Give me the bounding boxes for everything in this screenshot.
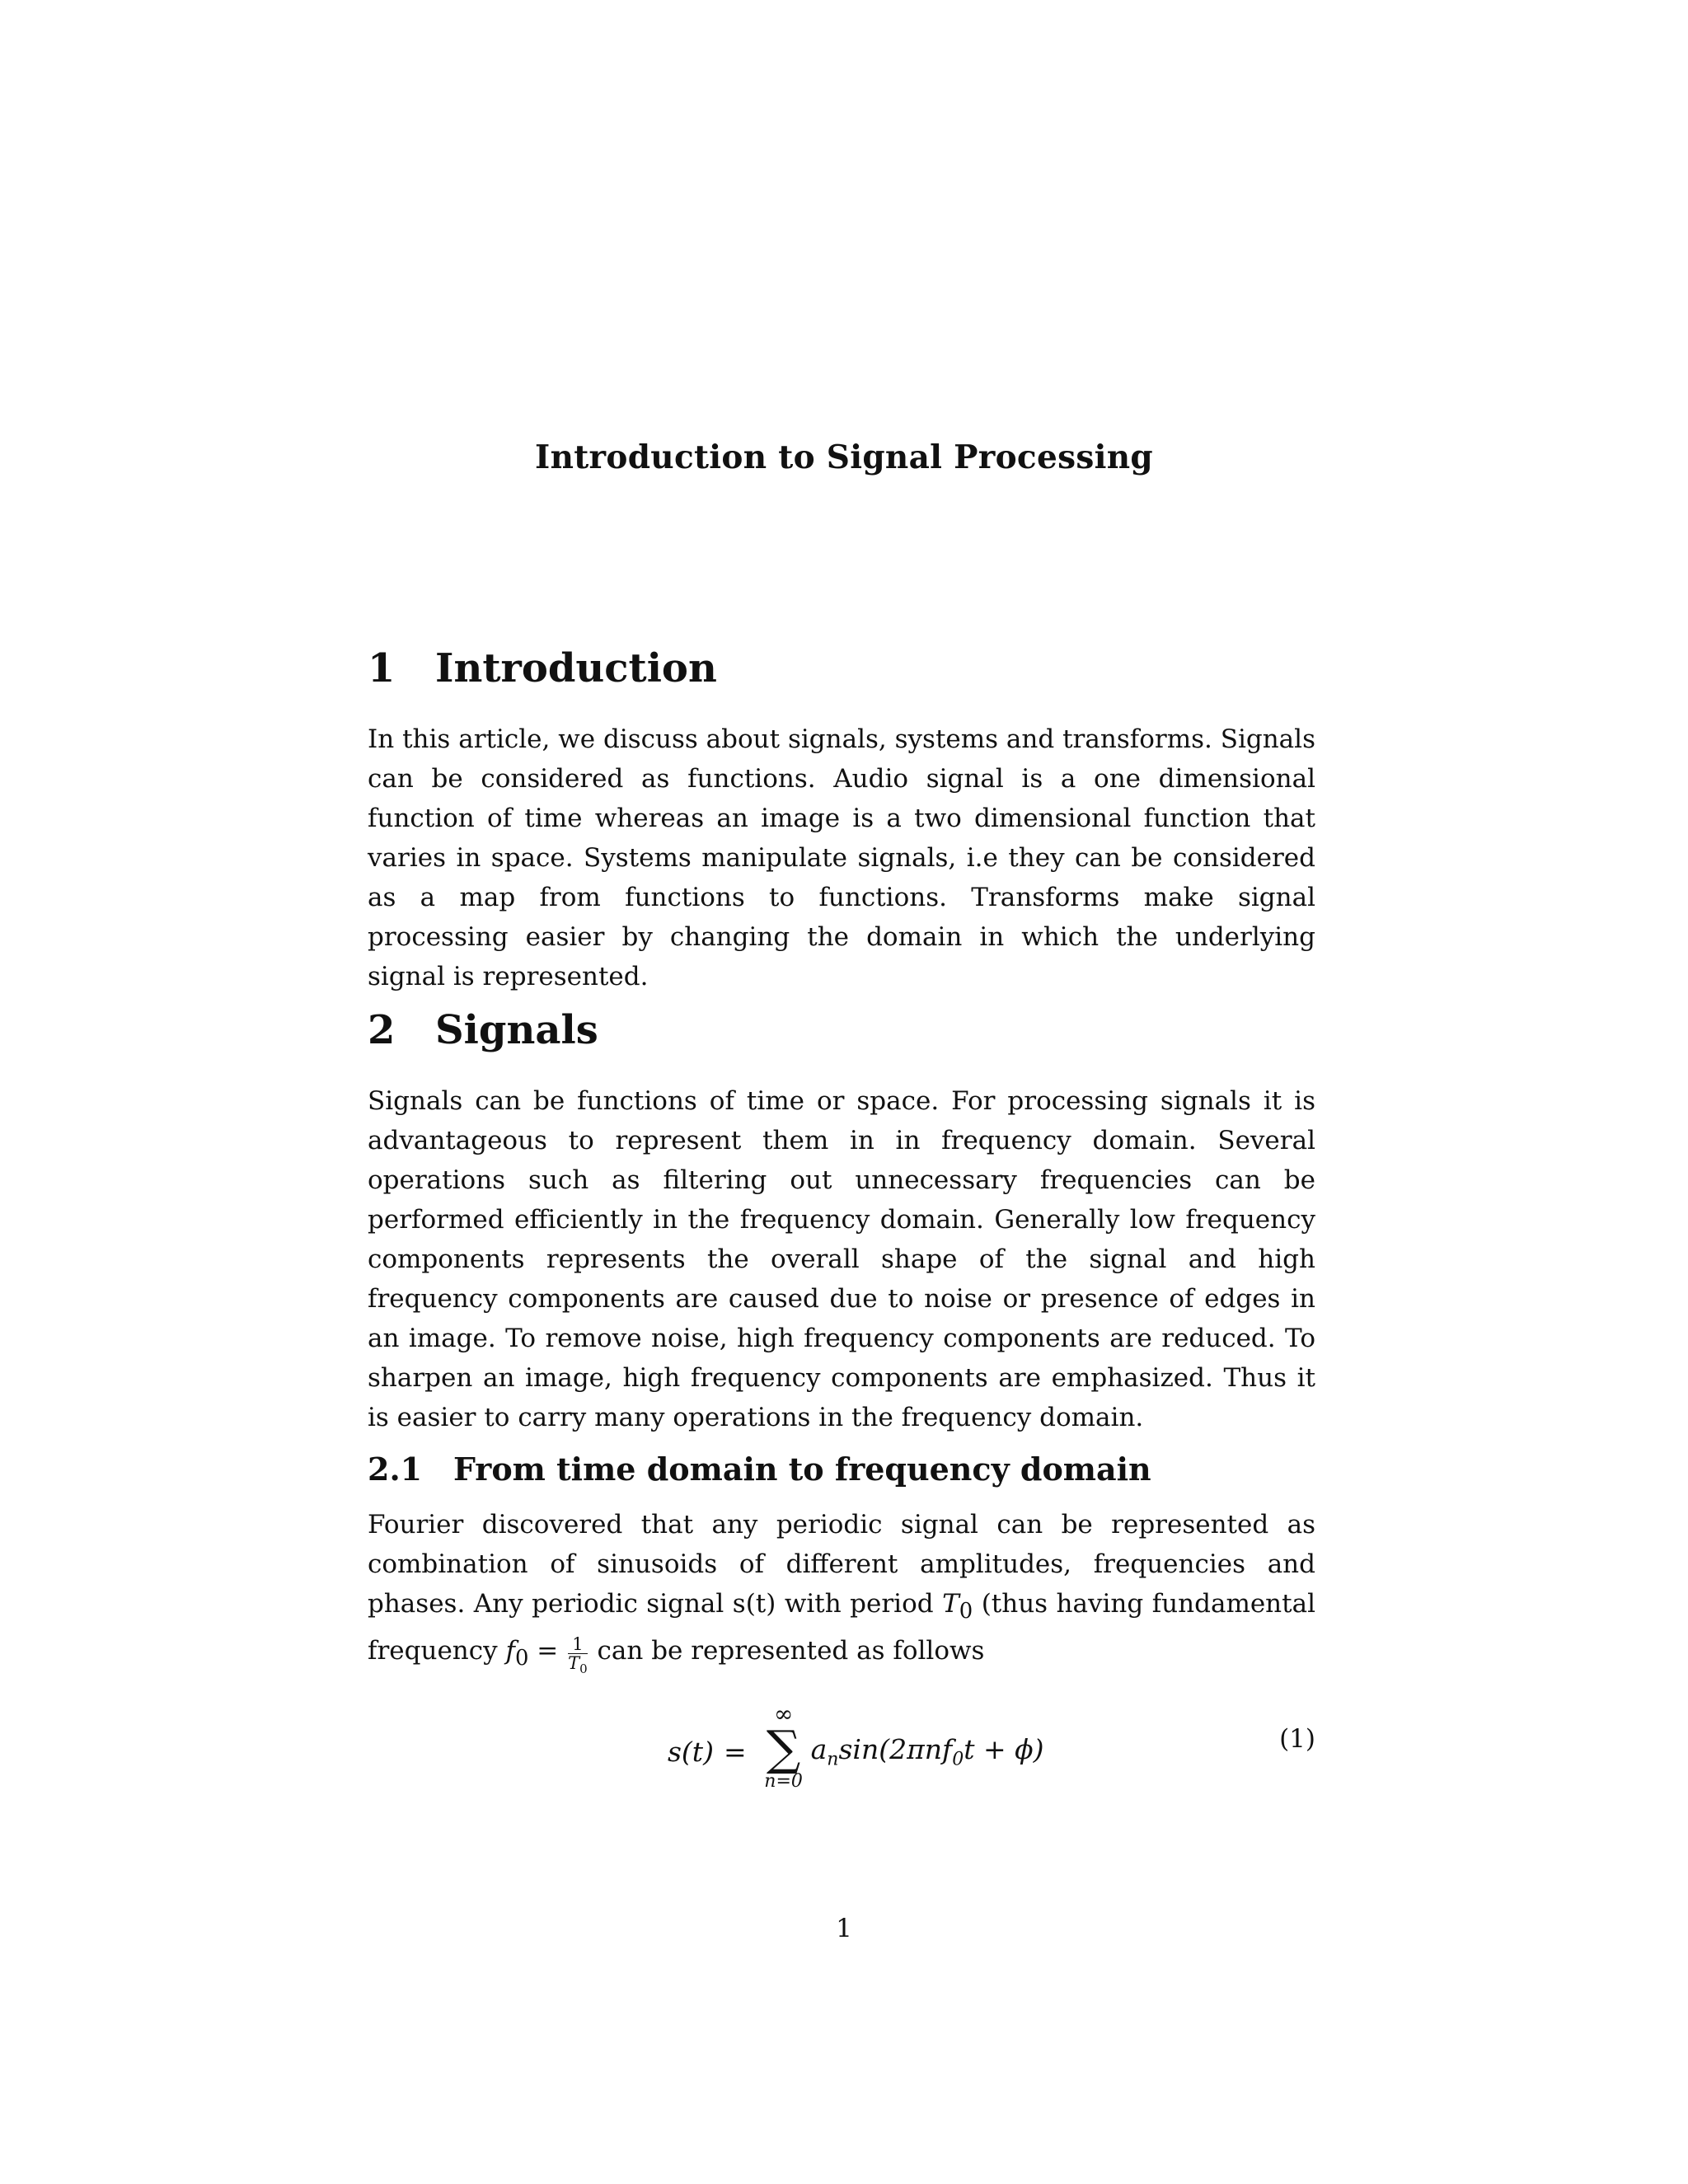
section-heading-signals — [368, 1007, 598, 1053]
section-title: Signals — [435, 1007, 598, 1053]
fraction-numerator: 1 — [568, 1635, 588, 1654]
section-title: Introduction — [435, 645, 717, 691]
summation-lower-limit: n=0 — [764, 1771, 803, 1792]
period-symbol: T — [942, 1589, 959, 1619]
page-title: Introduction to Signal Processing — [535, 438, 1153, 476]
page-number: 1 — [836, 1914, 852, 1943]
equation-equals: = — [723, 1735, 747, 1768]
fourier-text-part2: (thus having fundamental frequency — [368, 1589, 1316, 1666]
sine-term-subscript: 0 — [952, 1749, 964, 1770]
equation-number: (1) — [1279, 1724, 1315, 1754]
frequency-subscript: 0 — [514, 1646, 529, 1671]
subsection-title: From time domain to frequency domain — [453, 1451, 1151, 1488]
sine-term-part1: sin(2πnf — [838, 1732, 953, 1765]
introduction-paragraph: In this article, we discuss about signals, systems and transforms. Signals can be considered as functions. Audio signal is a one dimensional function of time whereas an image is a two dimensional function that varies in space. Systems manipulate signals, i.e they can be considered as a map from functions to functions. Transforms make signal processing easier by changing the domain in which the underlying signal is represented. — [368, 724, 1315, 991]
fourier-text-part1: Fourier discovered that any periodic signal can be represented as combination of sinusoids of different amplitudes, frequencies and phases. Any periodic signal s(t) with period — [368, 1510, 1315, 1619]
section-heading-introduction — [368, 645, 717, 691]
fraction-denominator-symbol: T — [568, 1653, 580, 1674]
coefficient: a — [810, 1732, 828, 1765]
fraction-denominator-subscript: 0 — [579, 1661, 588, 1677]
subsection-heading-time-to-frequency — [368, 1451, 1151, 1488]
coefficient-subscript: n — [827, 1749, 839, 1770]
fourier-text-part3: can be represented as follows — [588, 1636, 985, 1666]
summation-upper-limit: ∞ — [773, 1700, 794, 1727]
period-subscript: 0 — [959, 1599, 973, 1624]
fourier-series-equation — [368, 1681, 1315, 1792]
subsection-number: 2.1 — [368, 1451, 423, 1488]
section-number: 2 — [368, 1007, 396, 1053]
section-number: 1 — [368, 645, 396, 691]
sine-term-part2: t + ϕ) — [964, 1732, 1044, 1765]
summation — [757, 1700, 811, 1792]
summation-symbol: ∑ — [766, 1720, 801, 1776]
fourier-paragraph — [368, 1505, 1315, 1678]
frequency-symbol: f — [505, 1636, 515, 1666]
fraction-one-over-period — [568, 1635, 588, 1678]
equation-rhs — [811, 1733, 1044, 1770]
equation-body — [668, 1700, 1044, 1795]
fraction-denominator — [568, 1654, 588, 1678]
equation-lhs: s(t) — [668, 1735, 714, 1768]
equals-sign: = — [528, 1636, 567, 1666]
signals-paragraph: Signals can be functions of time or space. For processing signals it is advantageous to represent them in in frequency domain. Several operations such as filtering out unnecessary frequencies can be performed efficiently in the frequency domain. Generally low frequency components represents the overall shape of the signal and high frequency components are caused due to noise or presence of edges in an image. To remove noise, high frequency components are reduced. To sharpen an image, high frequency components are emphasized. Thus it is easier to carry many operations in the frequency domain. — [368, 1086, 1315, 1432]
